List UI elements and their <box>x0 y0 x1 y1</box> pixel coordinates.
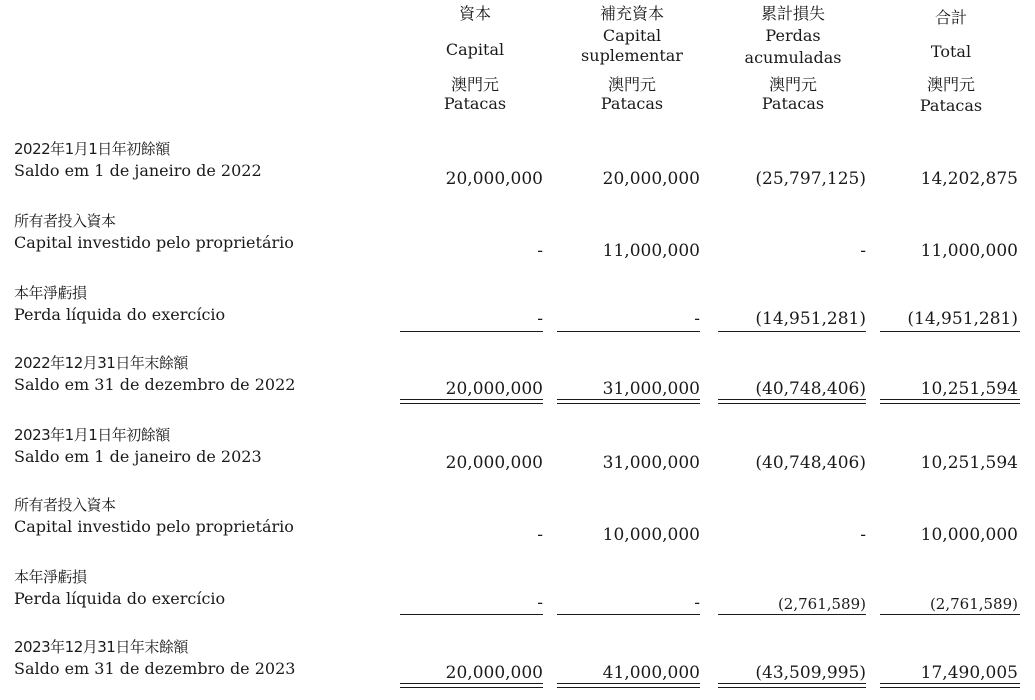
subtotal-rule <box>880 331 1020 332</box>
row-label-pt: Capital investido pelo proprietário <box>14 517 294 536</box>
row-label-pt: Perda líquida do exercício <box>14 305 226 324</box>
column-header-zh: 合計 <box>934 8 967 27</box>
cell-perdas-acumuladas: (43,509,995) <box>755 663 866 683</box>
row-label-zh: 本年淨虧損 <box>14 568 87 586</box>
cell-capital-suplementar: 31,000,000 <box>602 453 700 473</box>
cell-total: (14,951,281) <box>907 309 1018 329</box>
cell-capital: - <box>537 241 543 261</box>
cell-total: 10,000,000 <box>920 525 1018 545</box>
row-label-zh: 所有者投入資本 <box>14 212 116 230</box>
cell-capital: 20,000,000 <box>445 663 543 683</box>
total-double-rule <box>880 683 1020 688</box>
cell-capital: - <box>537 309 543 329</box>
row-label <box>14 494 294 538</box>
column-currency-pt: Patacas <box>761 94 825 113</box>
total-double-rule <box>880 399 1020 404</box>
cell-capital-suplementar: 41,000,000 <box>602 663 700 683</box>
cell-capital: - <box>537 525 543 545</box>
row-label-zh: 2022年12月31日年末餘額 <box>14 354 188 372</box>
row-label-pt: Perda líquida do exercício <box>14 589 226 608</box>
cell-total: 14,202,875 <box>920 169 1018 189</box>
cell-perdas-acumuladas: (2,761,589) <box>777 595 866 613</box>
cell-perdas-acumuladas: (40,748,406) <box>755 379 866 399</box>
subtotal-rule <box>400 614 543 615</box>
cell-perdas-acumuladas: (25,797,125) <box>755 169 866 189</box>
row-label <box>14 566 225 610</box>
cell-perdas-acumuladas: - <box>860 525 866 545</box>
cell-total: 11,000,000 <box>920 241 1018 261</box>
cell-total: 10,251,594 <box>920 379 1018 399</box>
column-header-total <box>876 4 1026 114</box>
column-currency-zh: 澳門元 <box>926 75 975 94</box>
row-label <box>14 352 295 396</box>
column-currency-zh: 澳門元 <box>607 75 656 94</box>
total-double-rule <box>718 683 866 688</box>
cell-perdas-acumuladas: (14,951,281) <box>755 309 866 329</box>
row-label <box>14 636 295 680</box>
row-label-zh: 2023年12月31日年末餘額 <box>14 638 188 656</box>
row-label-pt: Saldo em 31 de dezembro de 2022 <box>14 375 296 394</box>
subtotal-rule <box>718 614 866 615</box>
row-label <box>14 138 262 182</box>
subtotal-rule <box>400 331 543 332</box>
column-header-pt-line2: acumuladas <box>744 48 842 67</box>
subtotal-rule <box>557 614 700 615</box>
subtotal-rule <box>718 331 866 332</box>
column-currency-pt: Patacas <box>600 94 664 113</box>
total-double-rule <box>557 399 700 404</box>
column-header-zh: 資本 <box>458 4 491 23</box>
subtotal-rule <box>880 614 1020 615</box>
cell-total: 17,490,005 <box>920 663 1018 683</box>
column-header-pt-line1: Perdas <box>765 26 821 45</box>
column-header-pt-line1: Capital <box>602 26 662 45</box>
cell-capital-suplementar: - <box>694 309 700 329</box>
column-header-pt-line2: suplementar <box>581 46 683 65</box>
column-header-pt: Capital <box>445 40 505 59</box>
cell-capital-suplementar: 10,000,000 <box>602 525 700 545</box>
cell-capital-suplementar: 11,000,000 <box>602 241 700 261</box>
row-label-zh: 2023年1月1日年初餘額 <box>14 426 170 444</box>
row-label <box>14 282 225 326</box>
row-label-zh: 所有者投入資本 <box>14 496 116 514</box>
cell-capital-suplementar: 31,000,000 <box>602 379 700 399</box>
column-currency-zh: 澳門元 <box>450 75 499 94</box>
row-label <box>14 424 262 468</box>
cell-capital: 20,000,000 <box>445 379 543 399</box>
row-label-zh: 2022年1月1日年初餘額 <box>14 140 170 158</box>
cell-capital-suplementar: - <box>694 593 700 613</box>
total-double-rule <box>718 399 866 404</box>
total-double-rule <box>557 683 700 688</box>
column-header-pt: Total <box>930 42 972 61</box>
cell-capital-suplementar: 20,000,000 <box>602 169 700 189</box>
row-label-pt: Saldo em 1 de janeiro de 2023 <box>14 447 262 466</box>
column-header-zh: 累計損失 <box>760 4 825 23</box>
column-header-zh: 補充資本 <box>599 4 664 23</box>
column-header-perdas-acumuladas <box>718 4 868 114</box>
total-double-rule <box>400 683 543 688</box>
cell-capital: 20,000,000 <box>445 169 543 189</box>
column-currency-pt: Patacas <box>443 94 507 113</box>
cell-capital: - <box>537 593 543 613</box>
row-label-pt: Saldo em 1 de janeiro de 2022 <box>14 161 262 180</box>
cell-perdas-acumuladas: (40,748,406) <box>755 453 866 473</box>
cell-total: (2,761,589) <box>929 595 1018 613</box>
cell-total: 10,251,594 <box>920 453 1018 473</box>
column-currency-pt: Patacas <box>919 96 983 115</box>
row-label-pt: Capital investido pelo proprietário <box>14 233 294 252</box>
cell-capital: 20,000,000 <box>445 453 543 473</box>
total-double-rule <box>400 399 543 404</box>
row-label-zh: 本年淨虧損 <box>14 284 87 302</box>
column-currency-zh: 澳門元 <box>768 75 817 94</box>
row-label-pt: Saldo em 31 de dezembro de 2023 <box>14 659 296 678</box>
row-label <box>14 210 294 254</box>
cell-perdas-acumuladas: - <box>860 241 866 261</box>
column-header-capital <box>400 4 550 114</box>
column-header-capital-suplementar <box>557 4 707 114</box>
subtotal-rule <box>557 331 700 332</box>
